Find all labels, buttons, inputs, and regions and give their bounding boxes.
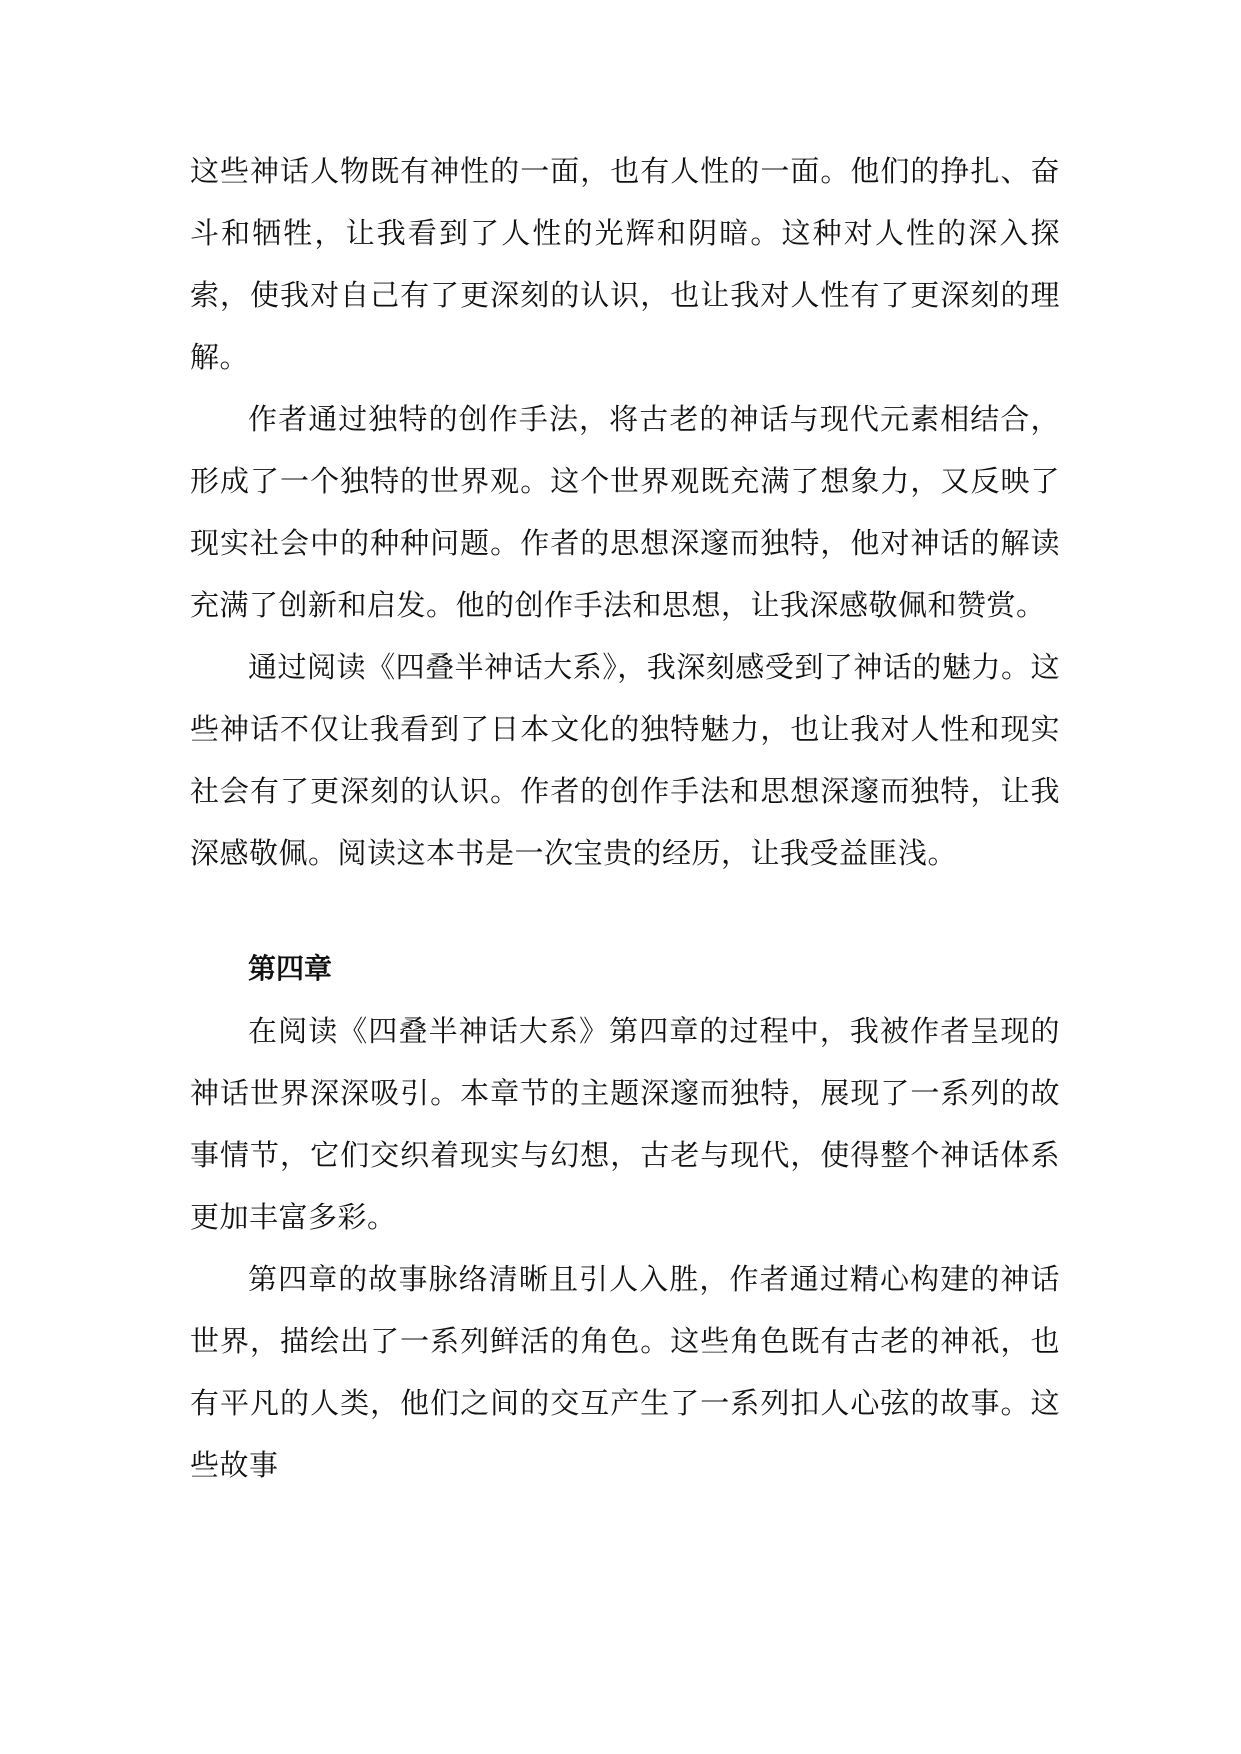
chapter-heading: 第四章 [248,952,333,985]
paragraph-chapter-four-story: 第四章的故事脉络清晰且引人入胜，作者通过精心构建的神话世界，描绘出了一系列鲜活的角色。这些角色既有古老的神祇，也有平凡的人类，他们之间的交互产生了一系列扣人心弦的故事。这些故事 [190,1262,1060,1482]
paragraph-creative-method: 作者通过独特的创作手法，将古老的神话与现代元素相结合，形成了一个独特的世界观。这个世界观既充满了想象力，又反映了现实社会中的种种问题。作者的思想深邃而独特，他对神话的解读充满了创新和启发。他的创作手法和思想，让我深感敬佩和赞赏。 [190,402,1060,622]
paragraph-reading-conclusion: 通过阅读《四叠半神话大系》，我深刻感受到了神话的魅力。这些神话不仅让我看到了日本文化的独特魅力，也让我对人性和现实社会有了更深刻的认识。作者的创作手法和思想深邃而独特，让我深感敬佩。阅读这本书是一次宝贵的经历，让我受益匪浅。 [190,650,1060,870]
paragraph-chapter-four-intro: 在阅读《四叠半神话大系》第四章的过程中，我被作者呈现的神话世界深深吸引。本章节的主题深邃而独特，展现了一系列的故事情节，它们交织着现实与幻想，古老与现代，使得整个神话体系更加丰富多彩。 [190,1014,1060,1234]
paragraph-humanity: 这些神话人物既有神性的一面，也有人性的一面。他们的挣扎、奋斗和牺牲，让我看到了人性的光辉和阴暗。这种对人性的深入探索，使我对自己有了更深刻的认识，也让我对人性有了更深刻的理解。 [190,154,1060,374]
document-body [190,140,1060,1496]
